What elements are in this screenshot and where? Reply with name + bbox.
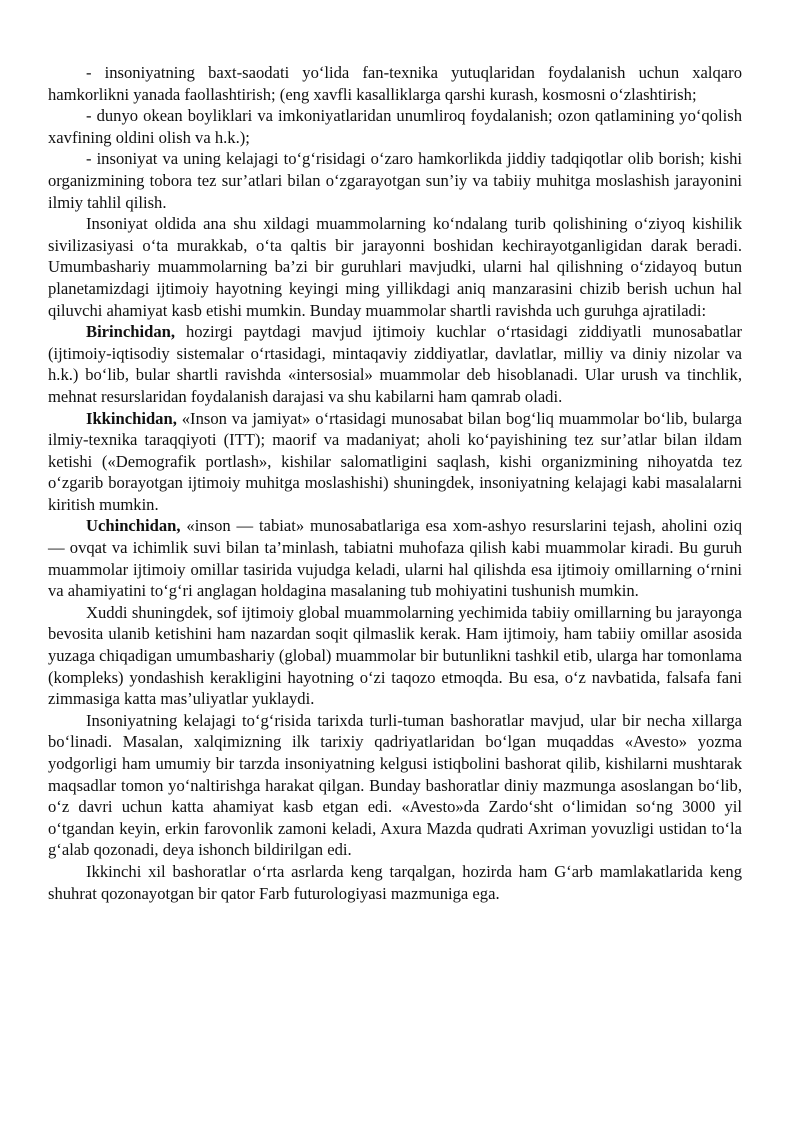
bullet-paragraph: - dunyo okean boyliklari va imkoniyatlaridan unumliroq foydalanish; ozon qatlamining yo‘qolish xavfining oldini olish va h.k.);	[48, 106, 742, 147]
group-paragraph-first	[48, 321, 742, 407]
bullet-paragraph: - insoniyat va uning kelajagi to‘g‘risidagi o‘zaro hamkorlikda jiddiy tadqiqotlar olib borish; kishi organizmining tobora tez sur’atlari bilan o‘zgarayotgan sun’iy va tabiiy muhitga moslashish jarayonini ilmiy tahlil qilish.	[48, 149, 742, 212]
body-paragraph: Ikkinchi xil bashoratlar o‘rta asrlarda keng tarqalgan, hozirda ham G‘arb mamlakatlarida keng shuhrat qozonayotgan bir qator Farb futurologiyasi mazmuniga ega.	[48, 861, 742, 903]
intro-paragraph: Insoniyat oldida ana shu xildagi muammolarning ko‘ndalang turib qolishining o‘ziyoq kishilik sivilizasiyasi o‘ta murakkab, o‘ta qaltis bir jarayonni boshidan kechirayotganligidan darak beradi. Umumbashariy muammolarning ba’zi bir guruhlari mavjudki, ularni hal qilishning o‘zidayoq butun planetamizdagi ijtimoiy hayotning keyingi ming yillikdagi aniq manzarasini chizib berish uchun hal qiluvchi ahamiyat kasb etishi mumkin. Bunday muammolar shartli ravishda uch guruhga ajratiladi:	[48, 214, 742, 320]
group-paragraph-third	[48, 515, 742, 601]
group-lead-first: Birinchidan,	[86, 322, 175, 342]
group-lead-second: Ikkinchidan,	[86, 408, 177, 428]
group-paragraph-second	[48, 408, 742, 516]
group-text-first: hozirgi paytdagi mavjud ijtimoiy kuchlar o‘rtasidagi ziddiyatli munosabatlar (ijtimoiy-iqtisodiy sistemalar o‘rtasidagi, mintaqaviy ziddiyatlar, davlatlar, milliy va diniy nizolar va h.k.) bo‘lib, bular shartli ravishda «intersosial» muammolar deb hisoblanadi. Ular urush va tinchlik, mehnat resurslaridan foydalanish darajasi va shu kabilarni ham qamrab oladi.	[48, 322, 742, 406]
group-text-second: «Inson va jamiyat» o‘rtasidagi munosabat bilan bog‘liq muammolar bo‘lib, bularga ilmiy-texnika taraqqiyoti (ITT); maorif va madaniyat; aholi ko‘payishining tez sur’atlar bilan ildam ketishi («Demografik portlash», kishilar salomatligini saqlash, kishi organizmining nihoyatda tez o‘zgarib borayotgan ijtimoiy muhitga moslashishi) shuningdek, insoniyatning kelajagi kabi masalalarni kiritish mumkin.	[48, 408, 742, 514]
body-paragraph: Insoniyatning kelajagi to‘g‘risida tarixda turli-tuman bashoratlar mavjud, ular bir necha xillarga bo‘linadi. Masalan, xalqimizning ilk tarixiy qadriyatlaridan bo‘lgan muqaddas «Avesto» yozma yodgorligi ham umumiy bir tarzda insoniyatning kelgusi istiqbolini bashorat qilib, kishilarni mushtarak maqsadlar tomon yo‘naltirishga harakat qilgan. Bunday bashoratlar diniy mazmunga asoslangan bo‘lib, o‘z davri uchun katta ahamiyat kasb etgan edi. «Avesto»da Zardo‘sht o‘limidan so‘ng 3000 yil o‘tgandan keyin, erkin farovonlik zamoni keladi, Axura Mazda qudrati Axriman yovuzligi ustidan to‘la g‘alab qozonadi, deya ishonch bildirilgan edi.	[48, 710, 742, 860]
group-lead-third: Uchinchidan,	[86, 516, 181, 536]
body-paragraph: Xuddi shuningdek, sof ijtimoiy global muammolarning yechimida tabiiy omillarning bu jarayonga bevosita ulanib ketishini ham nazardan soqit qilmaslik kerak. Ham ijtimoiy, ham tabiiy omillar asosida yuzaga chiqadigan umumbashariy (global) muammolar bir butunlikni tashkil etib, ularga har tomonlama (kompleks) yondashish kerakligini hayotning o‘zi taqozo etmoqda. Bu esa, o‘z navbatida, falsafa fani zimmasiga katta mas’uliyatlar yuklaydi.	[48, 602, 742, 709]
bullet-paragraph: - insoniyatning baxt-saodati yo‘lida fan-texnika yutuqlaridan foydalanish uchun xalqaro hamkorlikni yanada faollashtirish; (eng xavfli kasalliklarga qarshi kurash, kosmosni o‘zlashtirish;	[48, 63, 742, 104]
group-text-third: «inson — tabiat» munosabatlariga esa xom-ashyo resurslarini tejash, aholini oziq — ovqat va ichimlik suvi bilan ta’minlash, tabiatni muhofaza qilish kabi muammolar kiradi. Bu guruh muammolar ijtimoiy omillar tasirida vujudga keladi, ularni hal qilishda esa ijtimoiy omillarning o‘rnini va ahamiyatini to‘g‘ri anglagan holdagina masalaning tub mohiyatini tushunish mumkin.	[48, 516, 742, 601]
